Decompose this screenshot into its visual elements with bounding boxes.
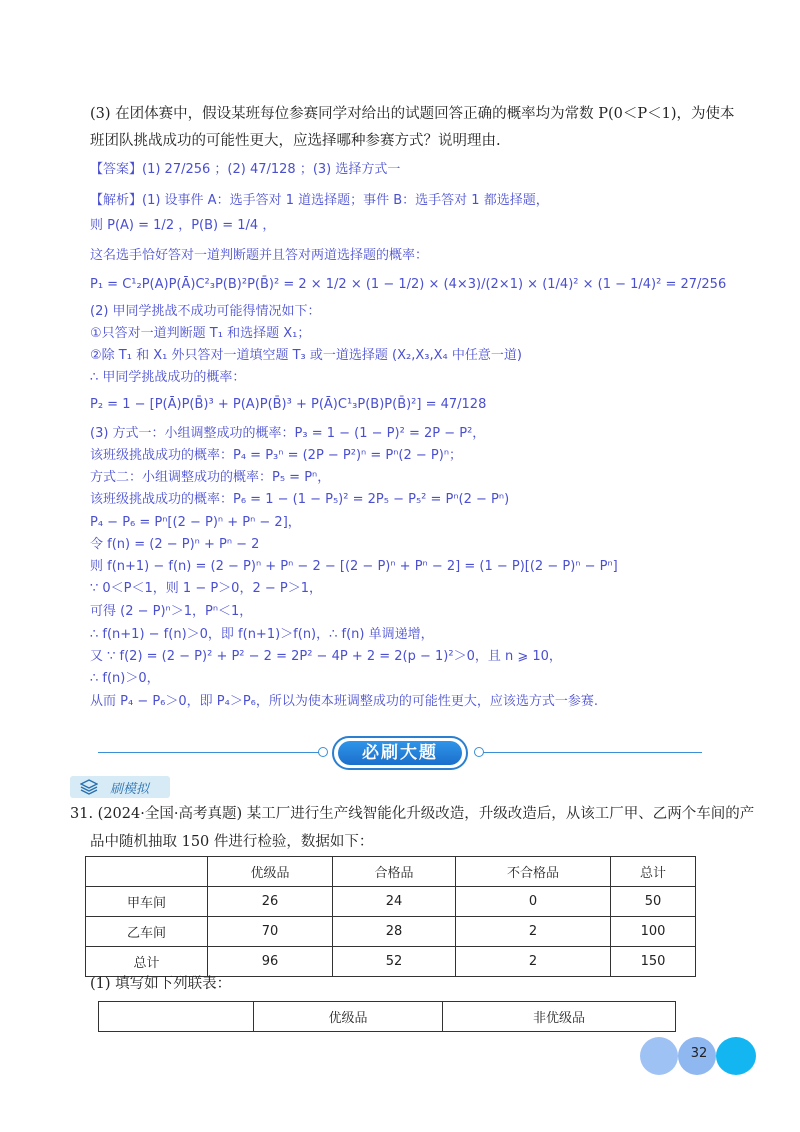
question-31-line-2: 品中随机抽取 150 件进行检验，数据如下： [90, 834, 374, 850]
table-header-cell: 优级品 [208, 857, 333, 887]
table-cell: 52 [333, 947, 456, 977]
answer-line-3: 则 P(A) = 1/2 ，P(B) = 1/4 ， [90, 218, 276, 233]
banner-rule-right [482, 752, 702, 753]
table-row [86, 947, 696, 977]
table-cell: 24 [333, 887, 456, 917]
table-cell: 甲车间 [86, 887, 208, 917]
table-cell: 50 [611, 887, 696, 917]
table-cell: 26 [208, 887, 333, 917]
section-banner-title: 必刷大题 [338, 741, 462, 765]
answer-line-16: 令 f(n) = (2 − P)ⁿ + Pⁿ − 2 [90, 537, 260, 552]
table-header-cell: 合格品 [333, 857, 456, 887]
answer-line-18: ∵ 0＜P＜1，则 1 − P＞0，2 − P＞1， [90, 581, 322, 596]
table-cell: 96 [208, 947, 333, 977]
layers-icon [80, 779, 98, 795]
table-cell: 0 [456, 887, 611, 917]
answer-line-14: 该班级挑战成功的概率：P₆ = 1 − (1 − P₅)² = 2P₅ − P₅² = Pⁿ(2 − Pⁿ) [90, 492, 510, 507]
banner-dot-left [318, 747, 328, 757]
answer-line-23: 从而 P₄ − P₆＞0，即 P₄＞P₆，所以为使本班调整成功的可能性更大，应该选方式一参赛. [90, 694, 599, 709]
banner-dot-right [474, 747, 484, 757]
practice-tag [70, 776, 170, 798]
answer-line-22: ∴ f(n)＞0， [90, 671, 160, 686]
table-cell: 28 [333, 917, 456, 947]
banner-rule-left [98, 752, 326, 753]
table-header-cell: 总计 [611, 857, 696, 887]
answer-line-15: P₄ − P₆ = Pⁿ[(2 − P)ⁿ + Pⁿ − 2]， [90, 515, 301, 530]
answer-line-7: ①只答对一道判断题 T₁ 和选择题 X₁； [90, 326, 311, 341]
answer-line-9: ∴ 甲同学挑战成功的概率： [90, 370, 246, 385]
table-cell: 70 [208, 917, 333, 947]
table-header-cell [86, 857, 208, 887]
answer-line-12: 该班级挑战成功的概率：P₄ = P₃ⁿ = (2P − P²)ⁿ = Pⁿ(2 − P)ⁿ； [90, 448, 463, 463]
answer-line-17: 则 f(n+1) − f(n) = (2 − P)ⁿ + Pⁿ − 2 − [(2 − P)ⁿ + Pⁿ − 2] = (1 − P)[(2 − P)ⁿ − Pⁿ] [90, 559, 618, 574]
page-circle-right [716, 1037, 756, 1075]
contingency-header-cell: 非优级品 [443, 1002, 676, 1032]
contingency-header-row [99, 1002, 676, 1032]
section-banner [332, 736, 468, 770]
question-31-line-1: 31. (2024·全国·高考真题) 某工厂进行生产线智能化升级改造，升级改造后，从该工厂甲、乙两个车间的产 [70, 806, 755, 822]
page-number: 32 [690, 1046, 708, 1061]
question-3-line-2: 班团队挑战成功的可能性更大，应选择哪种参赛方式？说明理由. [90, 133, 501, 149]
answer-line-6: (2) 甲同学挑战不成功可能得情况如下： [90, 304, 321, 319]
answer-line-11: (3) 方式一：小组调整成功的概率：P₃ = 1 − (1 − P)² = 2P − P²， [90, 426, 486, 441]
table-header-row [86, 857, 696, 887]
contingency-header-cell: 优级品 [254, 1002, 443, 1032]
table-cell: 100 [611, 917, 696, 947]
data-table [85, 856, 696, 977]
answer-line-5: P₁ = C¹₂P(A)P(Ā)C²₃P(B)²P(B̄)² = 2 × 1/2 × (1 − 1/2) × (4×3)/(2×1) × (1/4)² × (1 − 1/4)² = 27/256 [90, 277, 727, 292]
answer-line-1: 【答案】(1) 27/256 ；(2) 47/128 ；(3) 选择方式一 [90, 162, 401, 177]
table-cell: 总计 [86, 947, 208, 977]
answer-line-20: ∴ f(n+1) − f(n)＞0，即 f(n+1)＞f(n)，∴ f(n) 单调递增， [90, 627, 434, 642]
question-3-line-1: (3) 在团体赛中，假设某班每位参赛同学对给出的试题回答正确的概率均为常数 P(0＜P＜1)，为使本 [90, 106, 735, 122]
part-1-prompt: (1) 填写如下列联表： [90, 976, 232, 992]
table-cell: 2 [456, 947, 611, 977]
contingency-table [98, 1001, 676, 1032]
page-circle-left [640, 1037, 678, 1075]
table-header-cell: 不合格品 [456, 857, 611, 887]
answer-line-2: 【解析】(1) 设事件 A：选手答对 1 道选择题；事件 B：选手答对 1 都选择题， [90, 193, 549, 208]
table-cell: 150 [611, 947, 696, 977]
table-row [86, 887, 696, 917]
answer-line-13: 方式二：小组调整成功的概率：P₅ = Pⁿ， [90, 470, 331, 485]
answer-line-21: 又 ∵ f(2) = (2 − P)² + P² − 2 = 2P² − 4P + 2 = 2(p − 1)²＞0，且 n ⩾ 10， [90, 649, 562, 664]
contingency-header-cell [99, 1002, 254, 1032]
table-cell: 乙车间 [86, 917, 208, 947]
table-row [86, 917, 696, 947]
answer-line-4: 这名选手恰好答对一道判断题并且答对两道选择题的概率： [90, 248, 429, 263]
answer-line-10: P₂ = 1 − [P(Ā)P(B̄)³ + P(A)P(B̄)³ + P(Ā)C¹₃P(B)P(B̄)²] = 47/128 [90, 397, 487, 412]
answer-line-19: 可得 (2 − P)ⁿ＞1，Pⁿ＜1， [90, 604, 253, 619]
answer-line-8: ②除 T₁ 和 X₁ 外只答对一道填空题 T₃ 或一道选择题 (X₂,X₃,X₄ 中任意一道) [90, 348, 522, 363]
practice-tag-label: 刷模拟 [110, 782, 150, 797]
table-cell: 2 [456, 917, 611, 947]
